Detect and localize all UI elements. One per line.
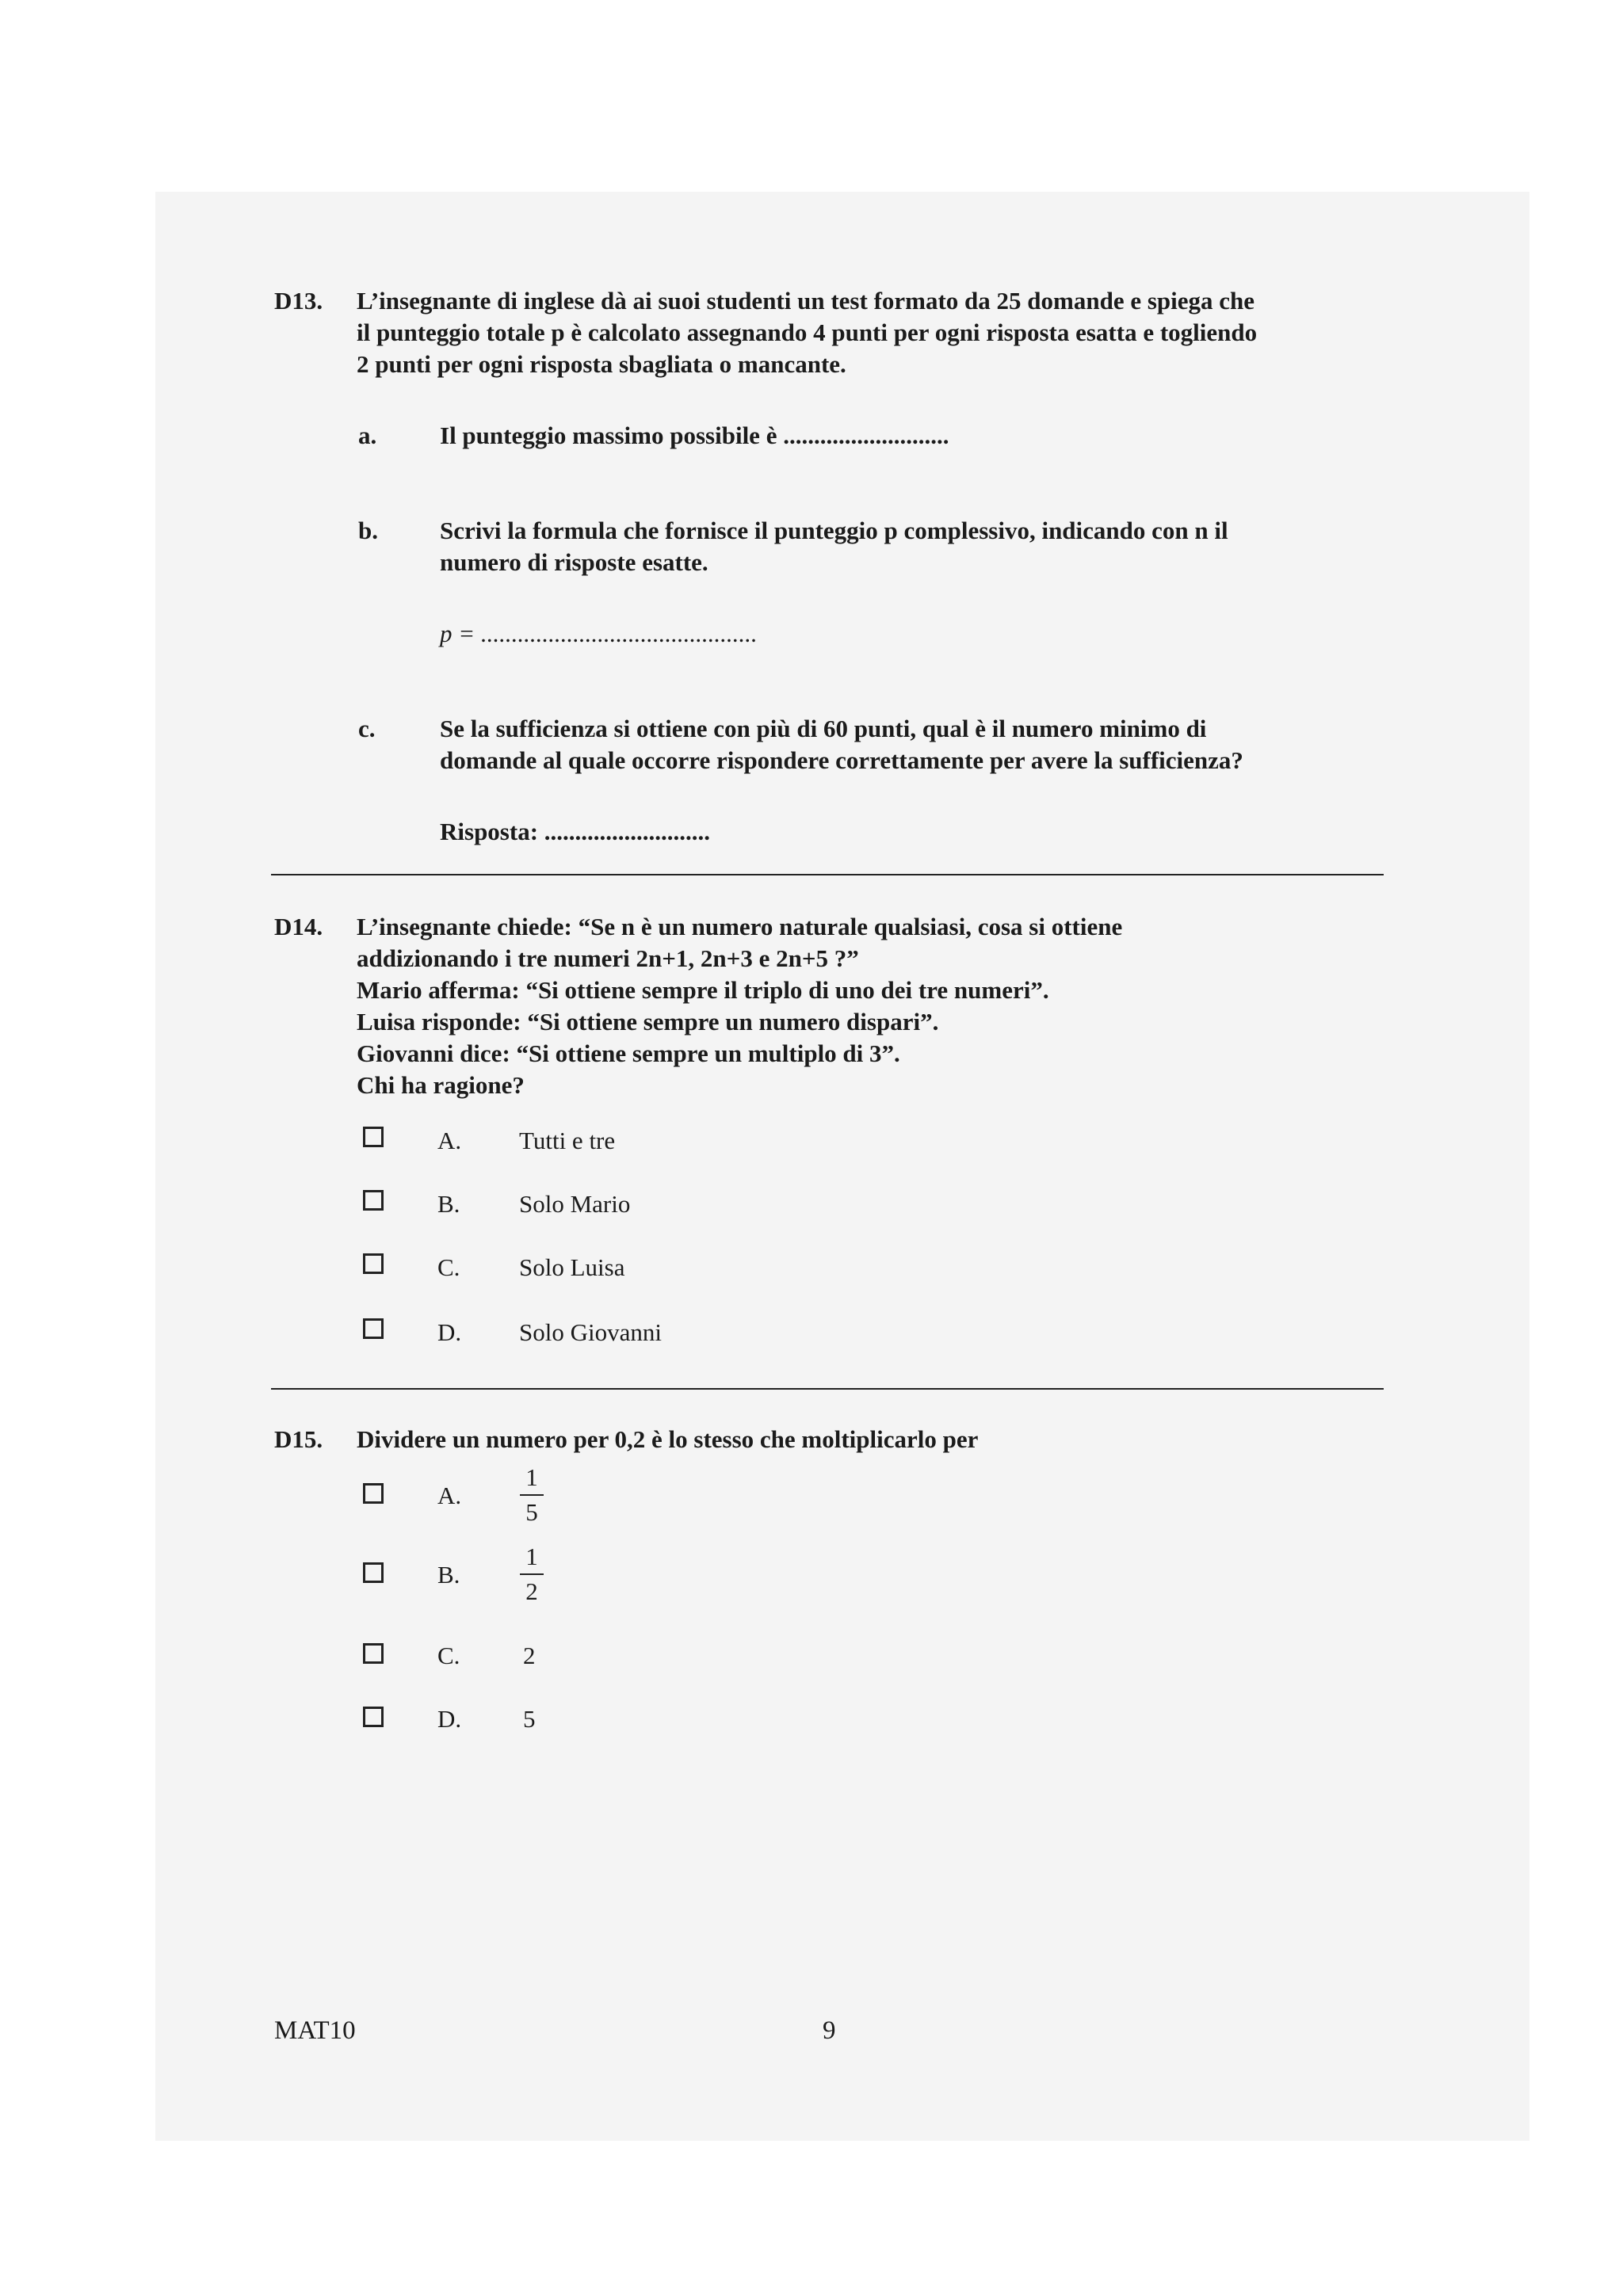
stem-line: L’insegnante chiede: “Se n è un numero naturale qualsiasi, cosa si ottiene [357, 913, 1123, 940]
fraction-bar [520, 1494, 544, 1496]
stem-line: il punteggio totale p è calcolato assegnando 4 punti per ogni risposta esatta e togliendo [357, 318, 1258, 346]
checkbox-d14-c[interactable] [363, 1253, 384, 1274]
option-text-d14-c: Solo Luisa [519, 1253, 625, 1281]
item-text-a: Il punteggio massimo possibile è ........................... [440, 421, 949, 449]
checkbox-d15-a[interactable] [363, 1483, 384, 1504]
stem-line: addizionando i tre numeri 2n+1, 2n+3 e 2n+5 ?” [357, 944, 859, 972]
option-letter-d15-a: A. [437, 1482, 462, 1509]
option-letter-d14-c: C. [437, 1253, 460, 1281]
stem-line: 2 punti per ogni risposta sbagliata o mancante. [357, 350, 846, 378]
question-stem-d14 [357, 911, 1383, 1101]
stem-line: L’insegnante di inglese dà ai suoi studenti un test formato da 25 domande e spiega che [357, 287, 1255, 315]
question-stem-d13 [357, 285, 1379, 380]
checkbox-d15-c[interactable] [363, 1643, 384, 1664]
item-label-b: b. [358, 517, 378, 544]
item-line: numero di risposte esatte. [440, 548, 708, 576]
item-line: domande al quale occorre rispondere correttamente per avere la sufficienza? [440, 746, 1243, 774]
fraction-bar [520, 1573, 544, 1575]
option-letter-d15-d: D. [437, 1705, 462, 1733]
footer-code: MAT10 [274, 2016, 356, 2045]
fraction-denominator: 2 [525, 1577, 538, 1605]
option-letter-d15-c: C. [437, 1642, 460, 1669]
formula-blank: p = ............................................. [440, 620, 758, 647]
checkbox-d14-d[interactable] [363, 1318, 384, 1339]
checkbox-d14-a[interactable] [363, 1127, 384, 1147]
answer-blank: Risposta: ........................... [440, 818, 711, 845]
item-line: Se la sufficienza si ottiene con più di 60 punti, qual è il numero minimo di [440, 715, 1207, 742]
stem-line: Luisa risponde: “Si ottiene sempre un numero dispari”. [357, 1008, 939, 1035]
separator-line [271, 874, 1384, 875]
option-letter-d14-b: B. [437, 1190, 460, 1218]
item-label-a: a. [358, 421, 377, 449]
item-text-b [440, 515, 1383, 578]
option-letter-d15-b: B. [437, 1561, 460, 1589]
checkbox-d14-b[interactable] [363, 1190, 384, 1211]
item-text-c [440, 713, 1383, 776]
fraction-numerator: 1 [525, 1463, 538, 1491]
page-number: 9 [823, 2016, 836, 2045]
checkbox-d15-b[interactable] [363, 1562, 384, 1583]
question-number-d13: D13. [274, 287, 323, 315]
option-text-d14-d: Solo Giovanni [519, 1318, 662, 1346]
option-text-d15-d: 5 [523, 1705, 536, 1733]
stem-line: Chi ha ragione? [357, 1071, 525, 1099]
item-line: Scrivi la formula che fornisce il punteggio p complessivo, indicando con n il [440, 517, 1228, 544]
fraction-one-half [520, 1543, 544, 1605]
question-stem-d15: Dividere un numero per 0,2 è lo stesso che moltiplicarlo per [357, 1425, 979, 1453]
fraction-denominator: 5 [525, 1498, 538, 1526]
option-text-d14-b: Solo Mario [519, 1190, 631, 1218]
question-number-d15: D15. [274, 1425, 323, 1453]
option-letter-d14-d: D. [437, 1318, 462, 1346]
checkbox-d15-d[interactable] [363, 1707, 384, 1727]
option-text-d14-a: Tutti e tre [519, 1127, 616, 1154]
page-sheet [155, 192, 1529, 2141]
separator-line [271, 1388, 1384, 1390]
stem-line: Giovanni dice: “Si ottiene sempre un multiplo di 3”. [357, 1039, 900, 1067]
fraction-one-fifth [520, 1464, 544, 1526]
option-text-d15-c: 2 [523, 1642, 536, 1669]
fraction-numerator: 1 [525, 1543, 538, 1570]
stem-line: Mario afferma: “Si ottiene sempre il triplo di uno dei tre numeri”. [357, 976, 1049, 1004]
question-number-d14: D14. [274, 913, 323, 940]
item-label-c: c. [358, 715, 376, 742]
option-letter-d14-a: A. [437, 1127, 462, 1154]
